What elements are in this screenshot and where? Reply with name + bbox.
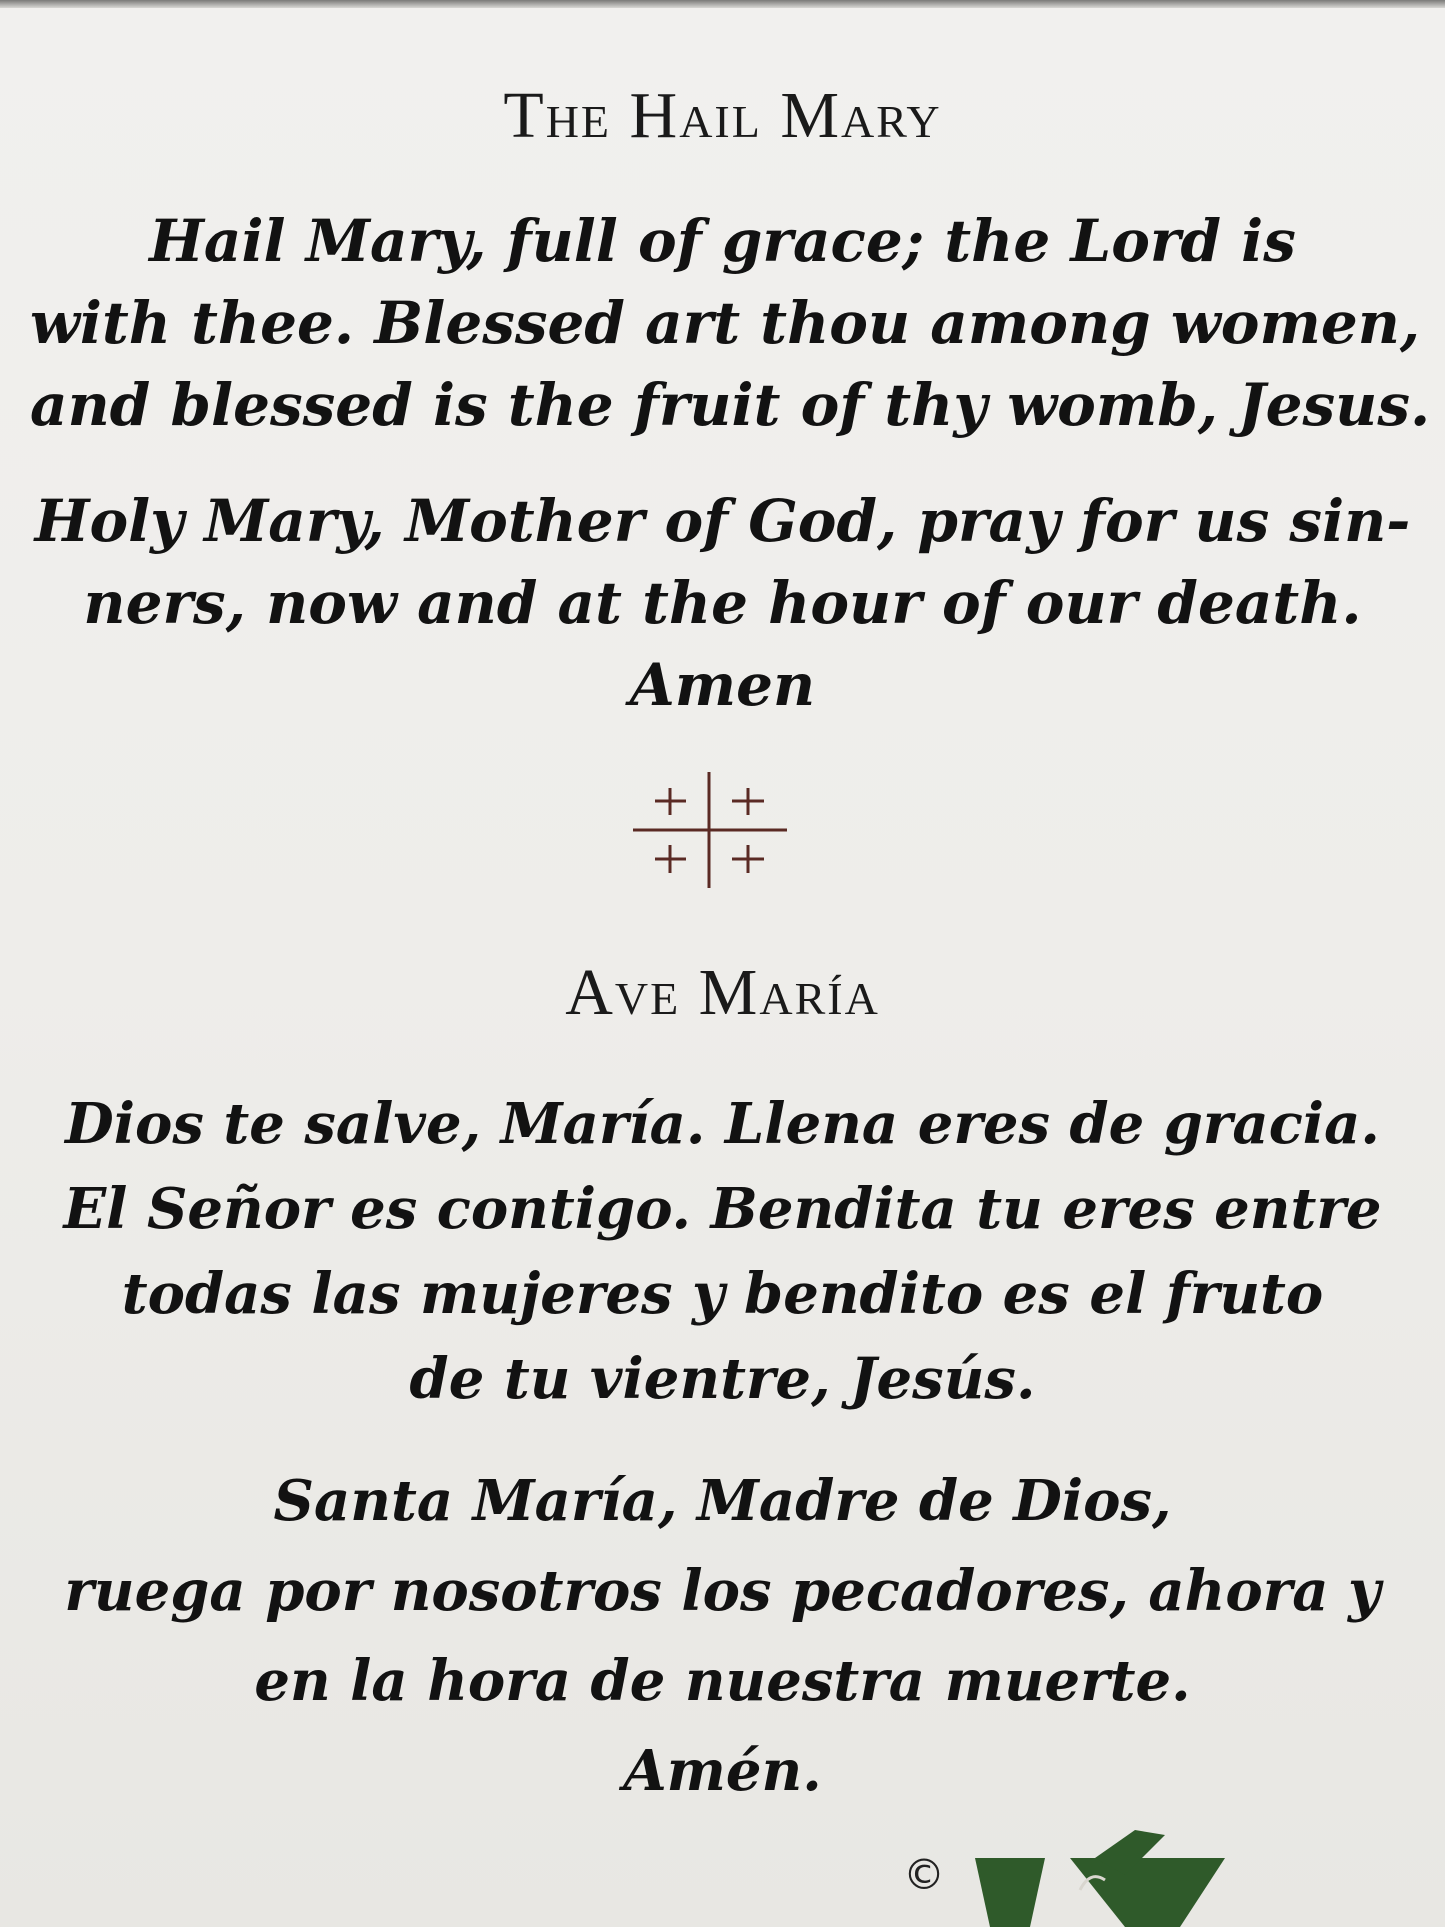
cross-divider-icon <box>630 770 790 890</box>
text-line: Hail Mary, full of grace; the Lord is <box>149 207 1296 275</box>
title-ave-maria: Ave María <box>565 956 880 1029</box>
title-hail-mary: The Hail Mary <box>503 79 942 152</box>
text-line: de tu vientre, Jesús. <box>409 1346 1036 1412</box>
text-line: Amén. <box>623 1738 822 1804</box>
text-line: Dios te salve, María. Llena eres de gracia. <box>65 1091 1380 1157</box>
card-top-edge <box>0 0 1445 8</box>
ave-maria-paragraph-1 <box>30 1082 1415 1422</box>
hail-mary-paragraph-2 <box>30 480 1415 726</box>
copyright-symbol: © <box>903 1850 945 1899</box>
text-line: with thee. Blessed art thou among women, <box>30 289 1421 357</box>
text-line: Amen <box>629 651 816 719</box>
ave-maria-paragraph-2 <box>30 1456 1415 1816</box>
text-line: en la hora de nuestra muerte. <box>254 1648 1191 1714</box>
text-line: El Señor es contigo. Bendita tu eres entre <box>63 1176 1382 1242</box>
publisher-logo-icon <box>975 1830 1235 1927</box>
text-line: ruega por nosotros los pecadores, ahora y <box>64 1558 1381 1624</box>
text-line: todas las mujeres y bendito es el fruto <box>121 1261 1324 1327</box>
text-line: Holy Mary, Mother of God, pray for us sin- <box>34 487 1411 555</box>
text-line: Santa María, Madre de Dios, <box>273 1468 1172 1534</box>
hail-mary-paragraph-1 <box>30 200 1431 446</box>
text-line: ners, now and at the hour of our death. <box>83 569 1362 637</box>
text-line: and blessed is the fruit of thy womb, Jesus. <box>30 371 1431 439</box>
